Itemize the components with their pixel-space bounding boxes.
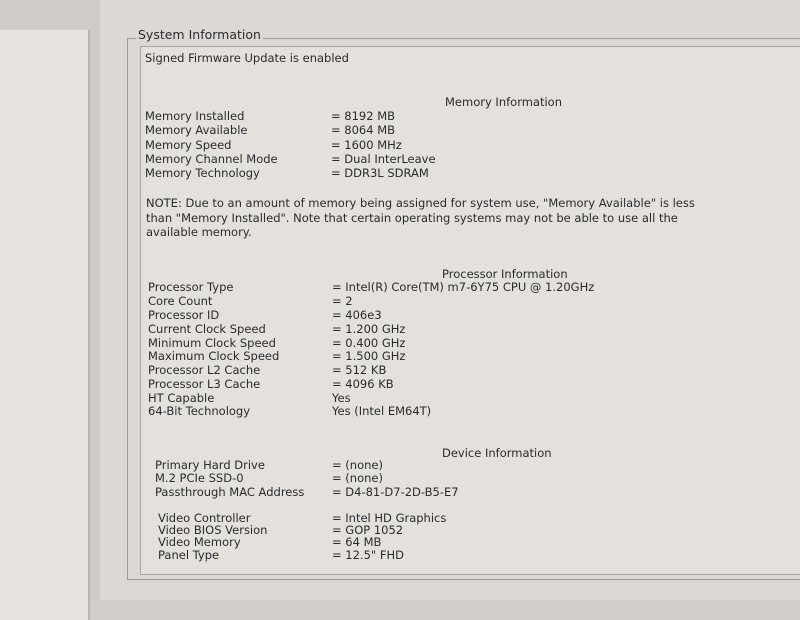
device-heading: Device Information: [442, 446, 552, 460]
processor-label: HT Capable: [148, 391, 215, 405]
processor-label: Processor L3 Cache: [148, 377, 261, 391]
processor-label: Processor ID: [148, 308, 220, 322]
device-label: Primary Hard Drive: [155, 458, 265, 472]
processor-label: 64-Bit Technology: [148, 404, 251, 418]
device-value: = Intel HD Graphics: [332, 511, 447, 525]
device-value: = (none): [332, 471, 383, 485]
processor-value: = 1.500 GHz: [332, 349, 406, 363]
processor-value: Yes (Intel EM64T): [332, 404, 432, 418]
groupbox-title: System Information: [138, 27, 261, 42]
memory-value: = 8064 MB: [331, 123, 396, 137]
device-label: M.2 PCIe SSD-0: [155, 471, 244, 485]
memory-note-line: NOTE: Due to an amount of memory being assigned for system use, "Memory Available" is less: [146, 196, 695, 210]
memory-label: Memory Channel Mode: [145, 152, 278, 166]
device-label: Passthrough MAC Address: [155, 485, 305, 499]
device-value: = 64 MB: [332, 535, 382, 549]
memory-value: = 8192 MB: [331, 109, 396, 123]
navigation-panel[interactable]: [0, 30, 90, 620]
processor-label: Maximum Clock Speed: [148, 349, 280, 363]
memory-label: Memory Installed: [145, 109, 245, 123]
processor-value: = 2: [332, 294, 353, 308]
memory-note-line: than "Memory Installed". Note that certain operating systems may not be able to use all the: [146, 211, 678, 225]
processor-value: = 1.200 GHz: [332, 322, 406, 336]
memory-heading: Memory Information: [445, 95, 562, 109]
processor-label: Processor Type: [148, 280, 234, 294]
device-label: Video Memory: [158, 535, 241, 549]
device-value: = D4-81-D7-2D-B5-E7: [332, 485, 459, 499]
processor-label: Minimum Clock Speed: [148, 336, 276, 350]
processor-value: = 512 KB: [332, 363, 387, 377]
device-label: Video BIOS Version: [158, 523, 268, 537]
processor-label: Processor L2 Cache: [148, 363, 261, 377]
device-value: = (none): [332, 458, 383, 472]
memory-note-line: available memory.: [146, 225, 252, 239]
processor-value: = 0.400 GHz: [332, 336, 406, 350]
processor-label: Current Clock Speed: [148, 322, 266, 336]
processor-value: = Intel(R) Core(TM) m7-6Y75 CPU @ 1.20GHz: [332, 280, 595, 294]
device-value: = GOP 1052: [332, 523, 404, 537]
memory-value: = 1600 MHz: [331, 138, 402, 152]
firmware-status: Signed Firmware Update is enabled: [145, 51, 349, 65]
device-label: Video Controller: [158, 511, 251, 525]
processor-value: Yes: [332, 391, 351, 405]
processor-value: = 406e3: [332, 308, 382, 322]
device-label: Panel Type: [158, 548, 220, 562]
memory-label: Memory Technology: [145, 166, 260, 180]
device-value: = 12.5" FHD: [332, 548, 404, 562]
memory-label: Memory Speed: [145, 138, 232, 152]
processor-value: = 4096 KB: [332, 377, 394, 391]
memory-label: Memory Available: [145, 123, 248, 137]
memory-value: = Dual InterLeave: [331, 152, 436, 166]
memory-value: = DDR3L SDRAM: [331, 166, 429, 180]
processor-heading: Processor Information: [442, 267, 568, 281]
processor-label: Core Count: [148, 294, 213, 308]
